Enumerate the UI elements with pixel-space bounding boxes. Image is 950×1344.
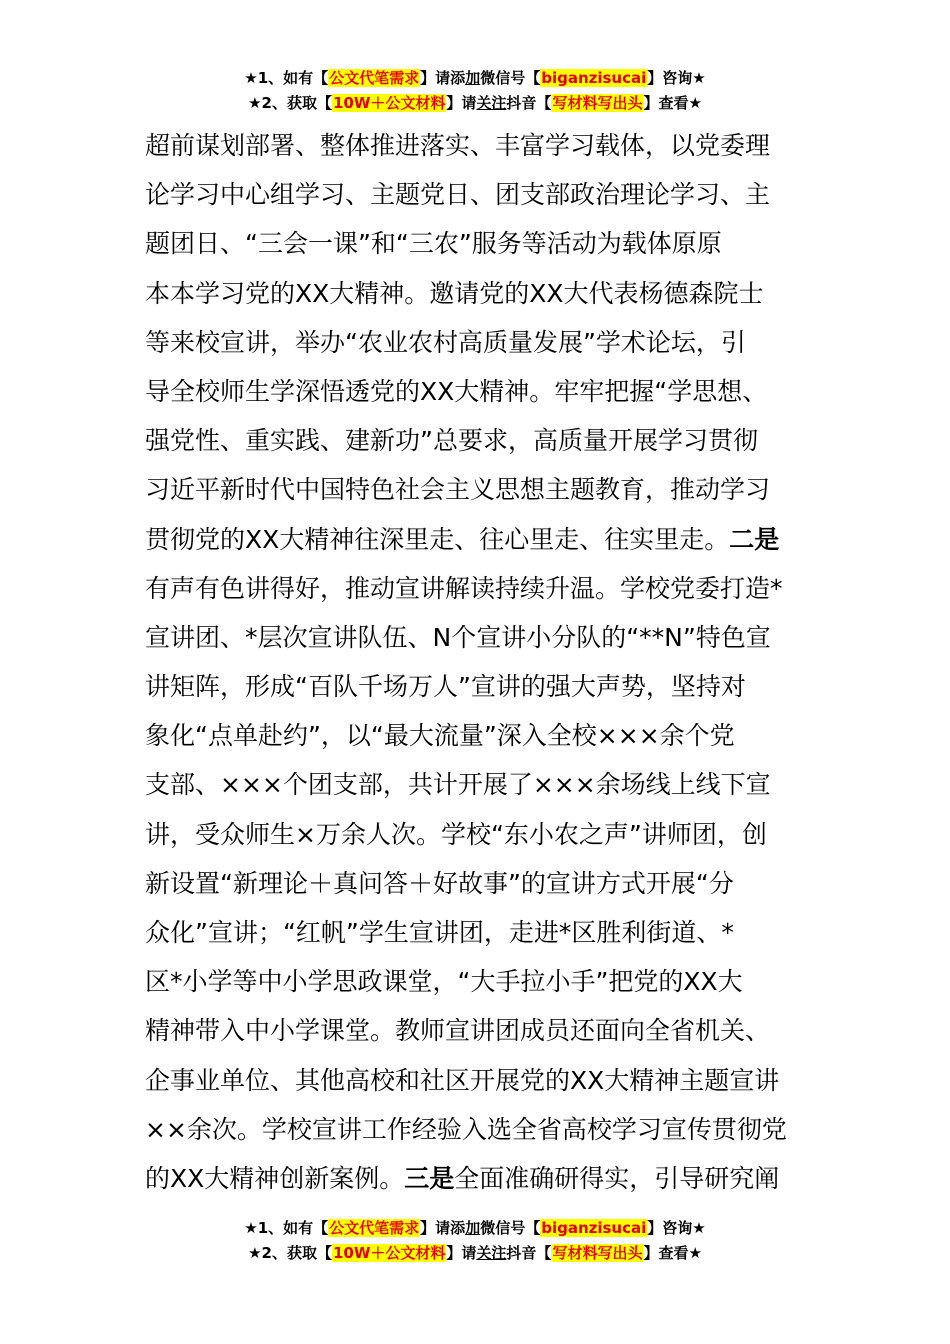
body-text-run: 全面准确研得实，引导研究阐: [454, 1163, 780, 1193]
promo-highlight: 10W＋公文材料: [332, 94, 446, 112]
promo-text: ★1、如有【: [244, 69, 329, 87]
promo-banner-top: [0, 66, 950, 116]
body-line: 支部、×××个团支部，共计开展了×××余场线上线下宣: [145, 770, 771, 800]
body-line: 宣讲团、*层次宣讲队伍、N个宣讲小分队的“**N”特色宣: [145, 622, 771, 652]
promo-text: 抖音【: [506, 1244, 552, 1262]
promo-line-1: [0, 66, 950, 91]
promo-highlight: 10W＋公文材料: [332, 1244, 446, 1262]
promo-text: 】请: [446, 1244, 477, 1262]
body-line: [145, 515, 807, 564]
body-line: 精神带入中小学课堂。教师宣讲团成员还面向全省机关、: [145, 1016, 771, 1046]
promo-underline: 加: [465, 69, 481, 87]
body-line: 有声有色讲得好，推动宣讲解读持续升温。学校党委打造*: [145, 573, 783, 603]
promo-text: 】请添: [420, 1219, 466, 1237]
promo-underline: 加: [465, 1219, 481, 1237]
promo-text: 】咨询★: [647, 69, 706, 87]
promo-highlight: 公文代笔需求: [329, 69, 420, 87]
body-line: 论学习中心组学习、主题党日、团支部政治理论学习、主: [145, 180, 771, 210]
promo-douyin-name: 写材料写出头: [552, 94, 643, 112]
section-marker-two: 二是: [729, 524, 780, 554]
promo-text: ★2、获取【: [248, 1244, 332, 1262]
body-line: [145, 1154, 807, 1203]
body-line: 强党性、重实践、建新功”总要求，高质量开展学习贯彻: [145, 426, 758, 456]
promo-text: 】查看★: [643, 94, 702, 112]
body-line: ××余次。学校宣讲工作经验入选全省高校学习宣传贯彻党: [145, 1114, 787, 1144]
body-line: 新设置“新理论＋真问答＋好故事”的宣讲方式开展“分: [145, 868, 734, 898]
section-marker-three: 三是: [404, 1163, 455, 1193]
promo-text: ★2、获取【: [248, 94, 332, 112]
document-body: [145, 121, 807, 1203]
promo-text: 微信号【: [480, 1219, 541, 1237]
promo-text: 】请: [446, 94, 477, 112]
promo-line-2: [0, 91, 950, 116]
promo-highlight: 公文代笔需求: [329, 1219, 420, 1237]
promo-wechat-id: biganzisucai: [541, 1219, 647, 1237]
promo-underline: 关注: [476, 1244, 507, 1262]
promo-text: 】咨询★: [647, 1219, 706, 1237]
promo-text: 】查看★: [643, 1244, 702, 1262]
promo-line-2: [0, 1241, 950, 1266]
body-line: 习近平新时代中国特色社会主义思想主题教育，推动学习: [145, 475, 771, 505]
promo-banner-bottom: [0, 1216, 950, 1266]
body-line: 超前谋划部署、整体推进落实、丰富学习载体，以党委理: [145, 131, 771, 160]
body-line: 区*小学等中小学思政课堂，“大手拉小手”把党的XX大: [145, 967, 743, 997]
promo-line-1: [0, 1216, 950, 1241]
body-line: 众化”宣讲；“红帆”学生宣讲团，走进*区胜利街道、*: [145, 918, 734, 947]
promo-wechat-id: biganzisucai: [541, 69, 647, 87]
body-line: 企事业单位、其他高校和社区开展党的XX大精神主题宣讲: [145, 1065, 780, 1095]
body-line: 讲，受众师生×万余人次。学校“东小农之声”讲师团，创: [145, 819, 767, 849]
body-line: 象化“点单赴约”，以“最大流量”深入全校×××余个党: [145, 721, 735, 751]
promo-text: 】请添: [420, 69, 466, 87]
promo-text: ★1、如有【: [244, 1219, 329, 1237]
body-text-run: 贯彻党的XX大精神往深里走、往心里走、往实里走。: [145, 524, 730, 554]
body-text-run: 的XX大精神创新案例。: [145, 1163, 405, 1193]
promo-text: 微信号【: [480, 69, 541, 87]
body-line: 等来校宣讲，举办“农业农村高质量发展”学术论坛，引: [145, 327, 746, 357]
body-line: 导全校师生学深悟透党的XX大精神。牢牢把握“学思想、: [145, 376, 768, 406]
promo-text: 抖音【: [506, 94, 552, 112]
body-line: 本本学习党的XX大精神。邀请党的XX大代表杨德森院士: [145, 278, 764, 308]
promo-douyin-name: 写材料写出头: [552, 1244, 643, 1262]
promo-underline: 关注: [476, 94, 507, 112]
body-line: 讲矩阵，形成“百队千场万人”宣讲的强大声势，坚持对: [145, 672, 746, 702]
body-line: 题团日、“三会一课”和“三农”服务等活动为载体原原: [145, 229, 722, 259]
